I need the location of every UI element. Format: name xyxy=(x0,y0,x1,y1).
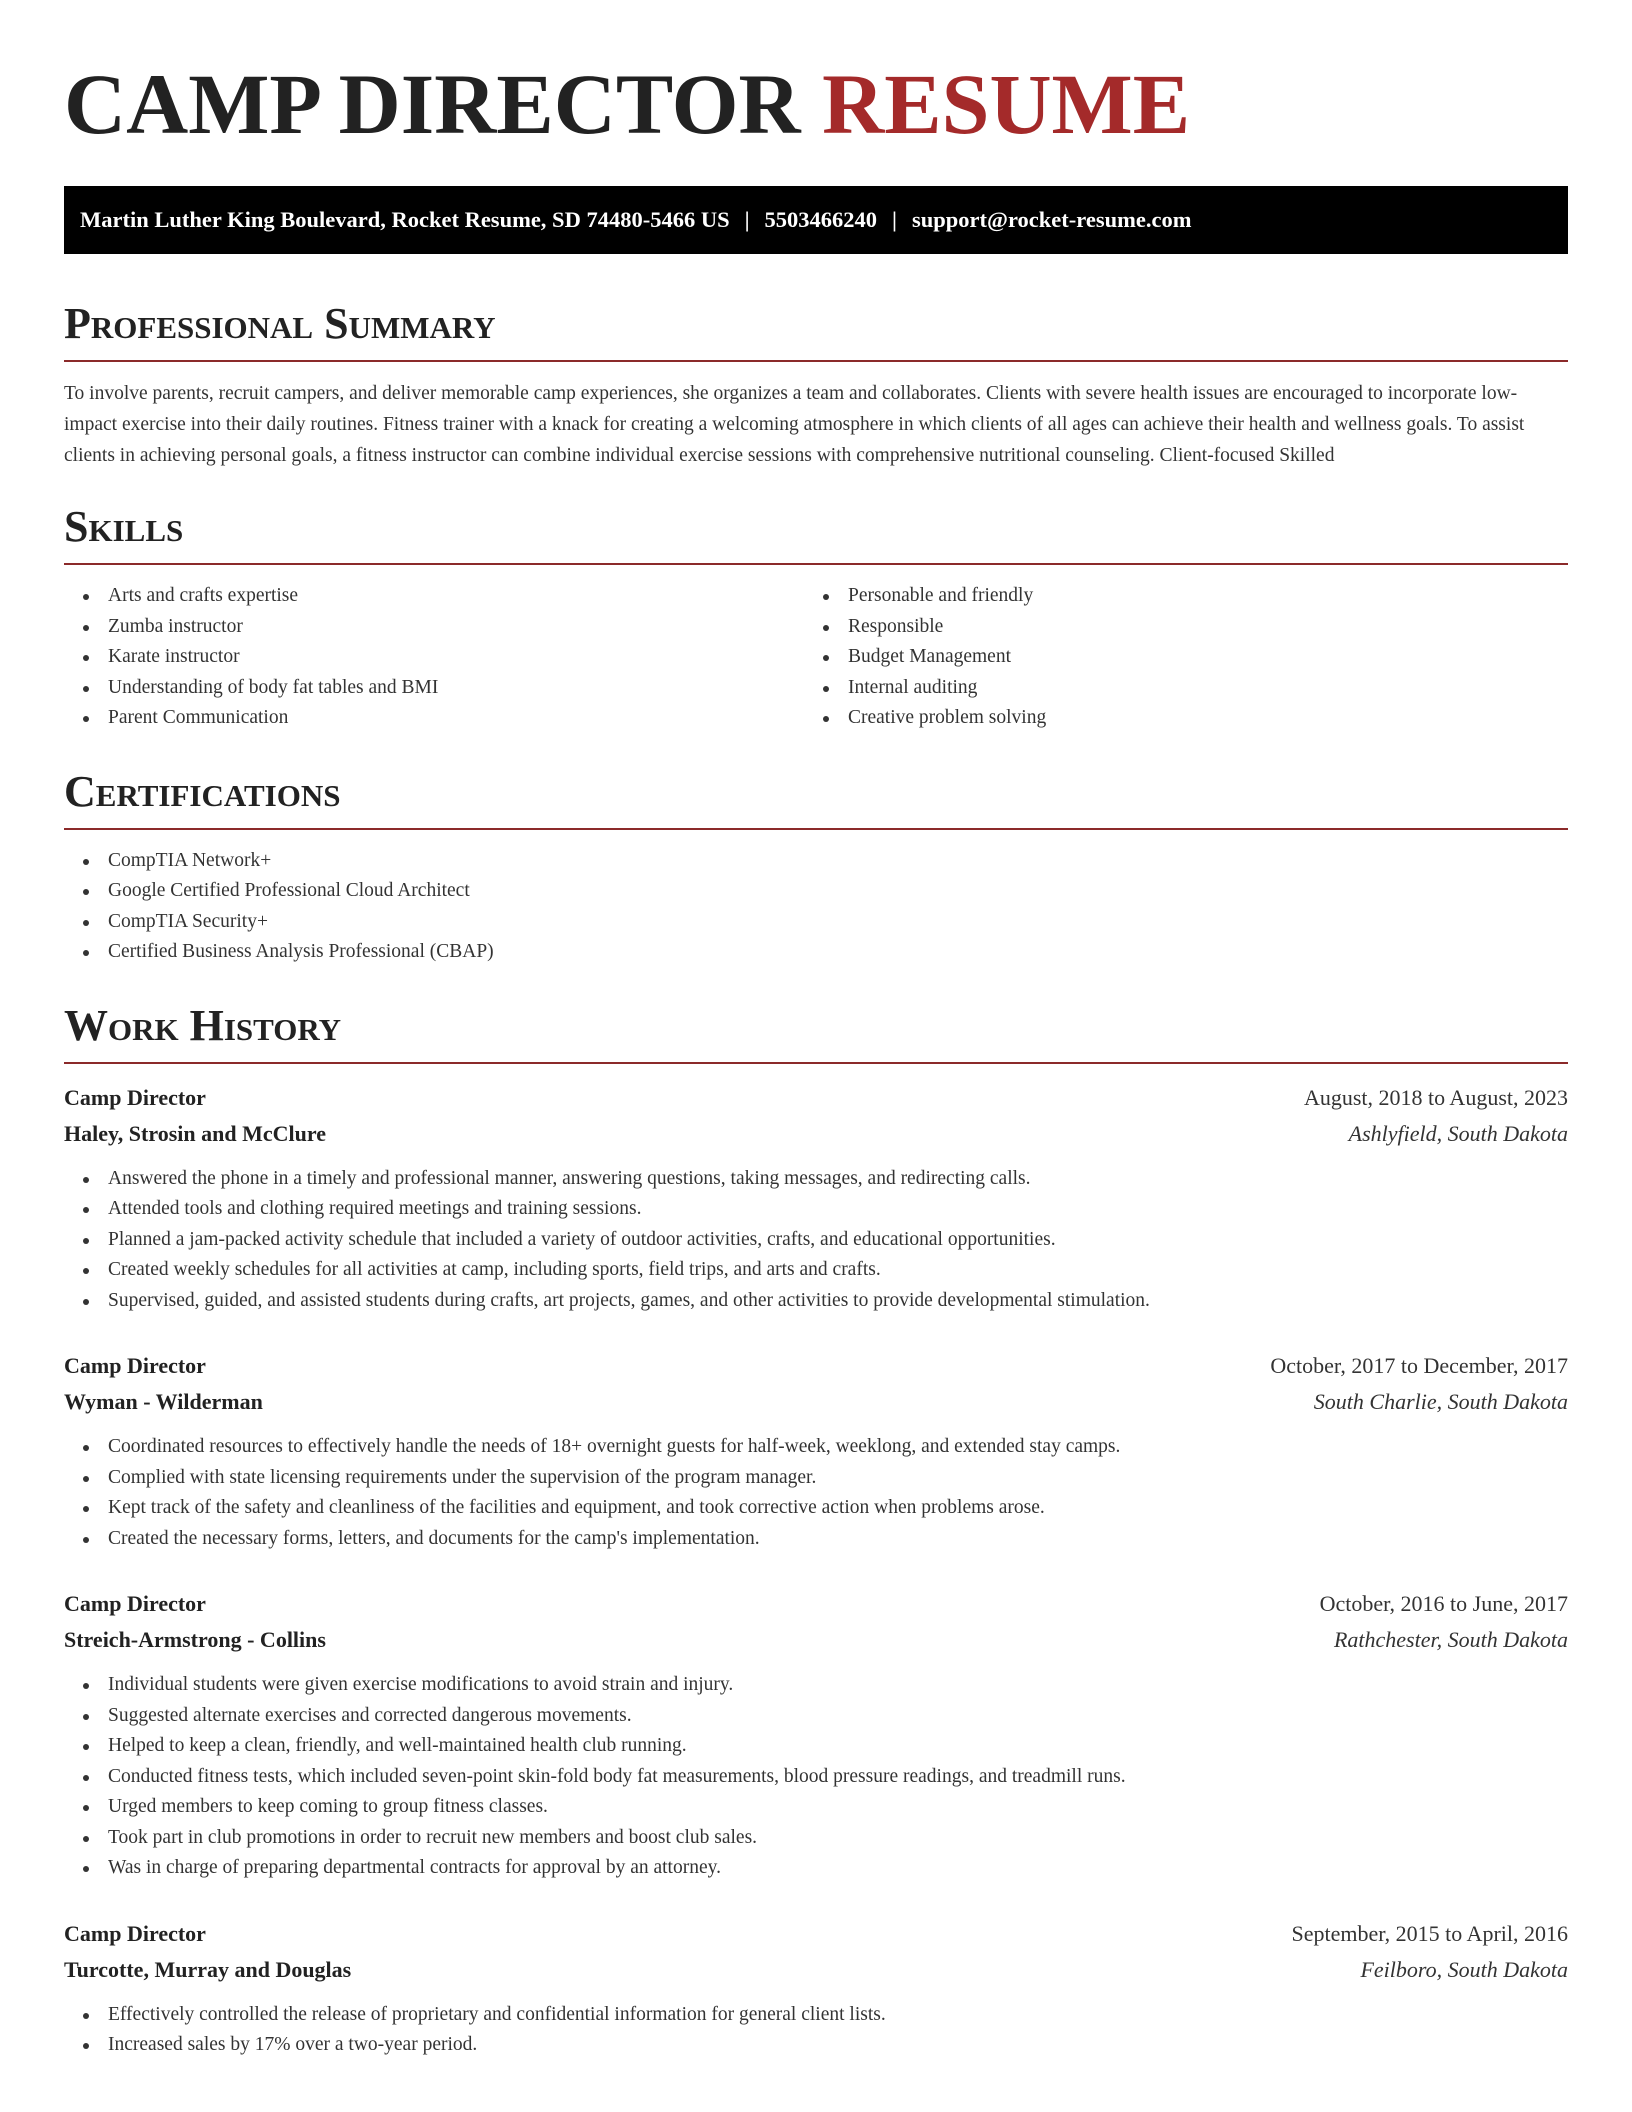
skill-item: Zumba instructor xyxy=(64,612,804,643)
job-dates: October, 2016 to June, 2017 xyxy=(1319,1591,1568,1616)
job-duty-item: Conducted fitness tests, which included seven-point skin-fold body fat measurements, blood pressure readings, and treadmill runs. xyxy=(64,1762,1568,1793)
section-divider xyxy=(64,828,1568,830)
job-entry xyxy=(64,1348,1568,1554)
job-duties-list xyxy=(64,1432,1568,1554)
certifications-section xyxy=(64,766,1568,968)
job-company-row xyxy=(64,1952,1568,1988)
job-duty-item: Was in charge of preparing departmental contracts for approval by an attorney. xyxy=(64,1853,1568,1884)
summary-heading: Professional Summary xyxy=(64,299,496,348)
job-duty-item: Supervised, guided, and assisted students during crafts, art projects, games, and other activities to provide developmental stimulation. xyxy=(64,1286,1568,1317)
job-entry xyxy=(64,1916,1568,2061)
job-entry xyxy=(64,1586,1568,1884)
job-header-row xyxy=(64,1586,1568,1622)
skill-item: Creative problem solving xyxy=(804,703,1544,734)
job-company: Turcotte, Murray and Douglas xyxy=(64,1956,352,1982)
contact-phone[interactable]: 5503466240 xyxy=(764,207,878,232)
job-duties-list xyxy=(64,2000,1568,2061)
certifications-heading: Certifications xyxy=(64,766,341,816)
job-company-row xyxy=(64,1622,1568,1658)
job-company: Streich-Armstrong - Collins xyxy=(64,1627,326,1652)
certification-item: Certified Business Analysis Professional (CBAP) xyxy=(64,937,1568,968)
job-duty-item: Suggested alternate exercises and corrected dangerous movements. xyxy=(64,1701,1568,1732)
certification-item: CompTIA Security+ xyxy=(64,907,1568,938)
skill-item: Personable and friendly xyxy=(804,581,1544,612)
job-header-row xyxy=(64,1916,1568,1952)
job-duty-item: Kept track of the safety and cleanliness of the facilities and equipment, and took corrective action when problems arose. xyxy=(64,1493,1568,1524)
section-divider xyxy=(64,1062,1568,1064)
section-divider xyxy=(64,360,1568,362)
job-header-row xyxy=(64,1080,1568,1116)
summary-section xyxy=(64,298,1568,471)
job-duties-list xyxy=(64,1164,1568,1317)
resume-title xyxy=(64,54,1568,154)
job-company-row xyxy=(64,1116,1568,1152)
summary-text: To involve parents, recruit campers, and deliver memorable camp experiences, she organizes a team and collaborates. Clients with severe health issues are encouraged to incorporate low-impact exercise into their daily routines. Fitness trainer with a knack for creating a welcoming atmosphere in which clients of all ages can achieve their health and wellness goals. To assist clients in achieving personal goals, a fitness instructor can combine individual exercise sessions with comprehensive nutritional counseling. Client-focused Skilled xyxy=(64,383,1525,466)
job-title: Camp Director xyxy=(64,1920,206,1946)
job-entry xyxy=(64,1080,1568,1317)
section-divider xyxy=(64,563,1568,565)
job-location: Feilboro, South Dakota xyxy=(1360,1956,1568,1982)
skills-grid xyxy=(64,581,1568,734)
job-company: Haley, Strosin and McClure xyxy=(64,1120,326,1146)
title-accent: RESUME xyxy=(822,56,1191,152)
job-dates: October, 2017 to December, 2017 xyxy=(1270,1353,1568,1378)
skill-item: Parent Communication xyxy=(64,703,804,734)
work-history-heading: Work History xyxy=(64,1000,342,1050)
skill-item: Understanding of body fat tables and BMI xyxy=(64,673,804,704)
certification-item: CompTIA Network+ xyxy=(64,846,1568,877)
job-duty-item: Created weekly schedules for all activities at camp, including sports, field trips, and arts and crafts. xyxy=(64,1255,1568,1286)
job-duty-item: Complied with state licensing requirements under the supervision of the program manager. xyxy=(64,1463,1568,1494)
job-location: Ashlyfield, South Dakota xyxy=(1348,1120,1568,1146)
contact-email[interactable]: support@rocket-resume.com xyxy=(912,207,1192,232)
job-duty-item: Increased sales by 17% over a two-year period. xyxy=(64,2030,1568,2061)
job-duty-item: Coordinated resources to effectively handle the needs of 18+ overnight guests for half-week, weeklong, and extended stay camps. xyxy=(64,1432,1568,1463)
skill-item: Budget Management xyxy=(804,642,1544,673)
job-duty-item: Effectively controlled the release of proprietary and confidential information for general client lists. xyxy=(64,2000,1568,2031)
job-duty-item: Helped to keep a clean, friendly, and well-maintained health club running. xyxy=(64,1731,1568,1762)
skills-right-list xyxy=(804,581,1544,734)
skill-item: Responsible xyxy=(804,612,1544,643)
contact-separator: | xyxy=(892,207,898,232)
job-title: Camp Director xyxy=(64,1084,206,1110)
job-duties-list xyxy=(64,1670,1568,1884)
job-dates: August, 2018 to August, 2023 xyxy=(1303,1084,1568,1110)
skill-item: Arts and crafts expertise xyxy=(64,581,804,612)
job-dates: September, 2015 to April, 2016 xyxy=(1291,1920,1568,1946)
skills-section xyxy=(64,501,1568,734)
job-duty-item: Planned a jam-packed activity schedule that included a variety of outdoor activities, crafts, and educational opportunities. xyxy=(64,1225,1568,1256)
job-header-row xyxy=(64,1348,1568,1384)
job-title: Camp Director xyxy=(64,1353,206,1378)
contact-address: Martin Luther King Boulevard, Rocket Resume, SD 74480-5466 US xyxy=(80,207,730,232)
work-history-section xyxy=(64,1000,1568,2061)
job-location: Rathchester, South Dakota xyxy=(1333,1627,1568,1652)
skills-left-list xyxy=(64,581,804,734)
job-duty-item: Created the necessary forms, letters, and documents for the camp's implementation. xyxy=(64,1524,1568,1555)
job-title: Camp Director xyxy=(64,1591,206,1616)
contact-bar xyxy=(64,186,1568,254)
title-main: CAMP DIRECTOR xyxy=(64,56,801,152)
job-duty-item: Individual students were given exercise modifications to avoid strain and injury. xyxy=(64,1670,1568,1701)
certification-item: Google Certified Professional Cloud Architect xyxy=(64,876,1568,907)
job-location: South Charlie, South Dakota xyxy=(1313,1389,1568,1414)
job-duty-item: Took part in club promotions in order to recruit new members and boost club sales. xyxy=(64,1823,1568,1854)
job-duty-item: Urged members to keep coming to group fitness classes. xyxy=(64,1792,1568,1823)
job-duty-item: Attended tools and clothing required meetings and training sessions. xyxy=(64,1194,1568,1225)
contact-separator: | xyxy=(744,207,750,232)
skill-item: Karate instructor xyxy=(64,642,804,673)
skills-heading: Skills xyxy=(64,502,184,551)
job-duty-item: Answered the phone in a timely and professional manner, answering questions, taking messages, and redirecting calls. xyxy=(64,1164,1568,1195)
certifications-list xyxy=(64,846,1568,968)
job-company-row xyxy=(64,1384,1568,1420)
job-company: Wyman - Wilderman xyxy=(64,1389,263,1414)
skill-item: Internal auditing xyxy=(804,673,1544,704)
